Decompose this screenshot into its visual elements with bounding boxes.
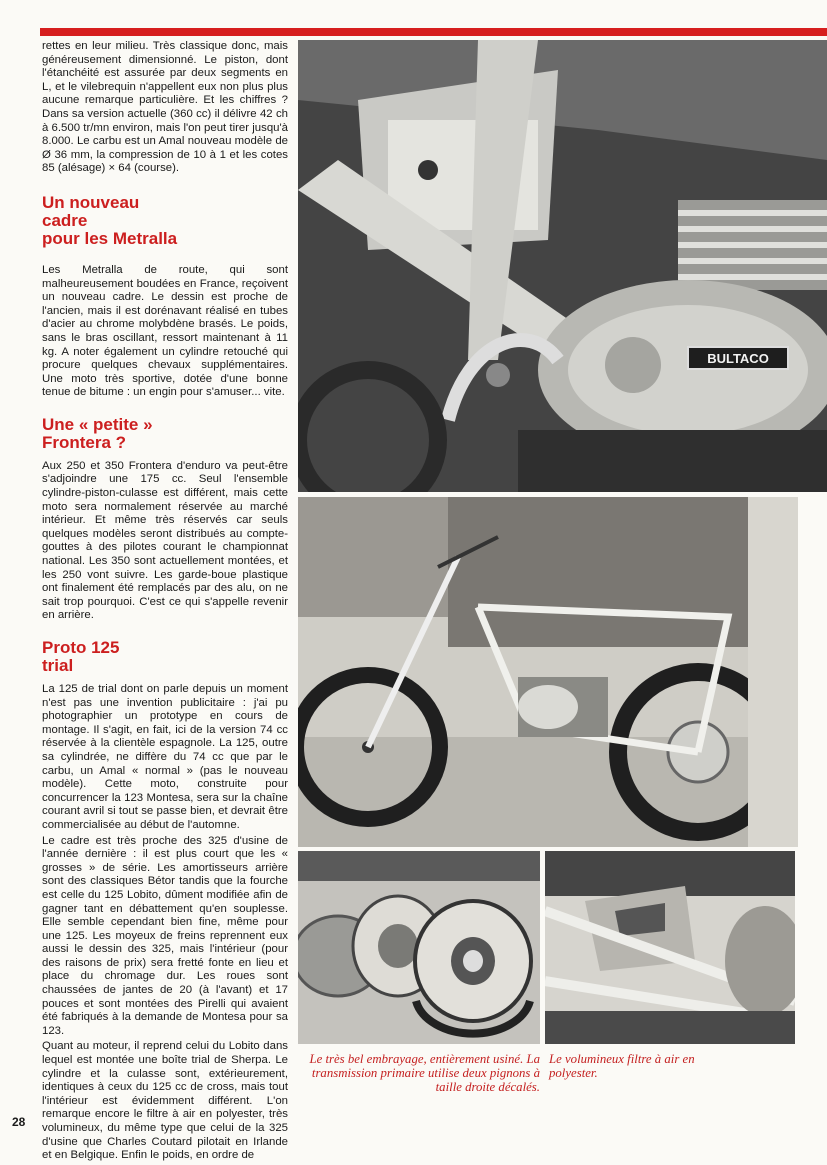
bultaco-badge: BULTACO bbox=[707, 351, 769, 366]
page-number: 28 bbox=[12, 1115, 26, 1129]
engine-photo bbox=[298, 40, 827, 492]
caption-air-filter: Le volumineux filtre à air en polyester. bbox=[549, 1052, 695, 1080]
section-body-frontera: Aux 250 et 350 Frontera d'enduro va peut-être s'adjoindre une 175 cc. Seul l'ensemble cylindre-piston-culasse est différent, mais cette moto sera normalement réservée au marché intérieur. Et même très réservés car seuls quelques modèles seront distribués au compte-gouttes à des pilotes courant le championnat national. Les 350 sont actuellement montées, et les 250 vont suivre. Les garde-boue plastique ont finalement été remplacés par des alu, on ne sait trop pourquoi. C'est ce qui s'appelle revenir en arrière. bbox=[42, 459, 288, 622]
section-body-proto-1: La 125 de trial dont on parle depuis un moment n'est pas une invention publicitaire : j'ai pu photographier un prototype en cours de montage. Il s'agit, en fait, ici de la version 74 cc réservée à la clientèle espagnole. La 125, outre sa cylindrée, ne diffère du 74 cc que par le carbu, un Amal « normal » (pas le nouveau modèle). Cette moto, construite pour concurrencer la 123 Montesa, sera sur la chaîne courant avril si tout se passe bien, et devrait être commercialisée au début de l'automne. bbox=[42, 683, 288, 831]
section-body-metralla: Les Metralla de route, qui sont malheureusement boudées en France, reçoivent un nouveau cadre. Le dessin est proche de l'ancien, mais il est dorénavant réalisé en tubes d'acier au chrome molybdène brasés. Le poids, sans le bras oscillant, ressort maintenant à 11 kg. A noter également un cylindre retouché qui procure quelques chevaux supplémentaires. Une moto très sportive, dotée d'une bonne tenue de bitume : un engin pour s'amuser... vite. bbox=[42, 263, 288, 399]
clutch-photo bbox=[298, 851, 540, 1044]
top-red-rule bbox=[40, 28, 827, 36]
air-filter-photo bbox=[545, 851, 795, 1044]
caption-clutch: Le très bel embrayage, entièrement usiné. La transmission primaire utilise deux pignons à taille droite décalés. bbox=[309, 1052, 540, 1094]
section-heading-frontera: Une « petite » Frontera ? bbox=[42, 414, 153, 452]
section-body-proto-2: Le cadre est très proche des 325 d'usine de l'année dernière : il est plus court que les « grosses » de série. Les amortisseurs arrière sont des classiques Bétor tandis que la fourche est celle du 125 Lobito, dûment modifiée afin de gagner tant en débattement qu'en souplesse. Elle semble cependant bien fine, même pour une 125. Les moyeux de freins reprennent eux aussi le dessin des 325, mais l'intérieur (pour des raisons de prix) sera fretté fonte en lieu et place du chromage dur. Les roues sont chaussées de jantes de 20 (à l'avant) et 17 pouces et sont montées des Pirelli qui avaient été fabriqués à la demande de Montesa pour sa 123. bbox=[42, 834, 288, 1037]
intro-paragraph: rettes en leur milieu. Très classique donc, mais généreusement dimensionné. Le piston, dont l'étanchéité est assurée par deux segments en L, et le vilebrequin n'appellent eux non plus plus aucune remarque particulière. Et les chiffres ? Dans sa version actuelle (360 cc) il délivre 42 ch à 6.500 tr/mn environ, mais l'on peut tirer jusqu'à 8.000. Le carbu est un Amal nouveau modèle de Ø 36 mm, la compression de 10 à 1 et les cotes 85 (alésage) × 64 (course). bbox=[42, 40, 288, 175]
section-heading-proto: Proto 125 trial bbox=[42, 638, 120, 675]
proto-bike-photo bbox=[298, 497, 798, 847]
section-body-proto-3: Quant au moteur, il reprend celui du Lobito dans lequel est montée une boîte trial de Sherpa. Le cylindre et la culasse sont, extérieurement, identiques à ceux du 125 cc de cross, mais tout l'intérieur est évidemment différent. L'on remarque encore le filtre à air en polyester, très volumineux, du même type que celui de la 325 d'usine que Charles Coutard pilotait en Irlande et en Belgique. Enfin le poids, en ordre de bbox=[42, 1040, 288, 1162]
section-heading-metralla: Un nouveau cadre pour les Metralla bbox=[42, 192, 178, 248]
article-column bbox=[42, 40, 288, 1165]
